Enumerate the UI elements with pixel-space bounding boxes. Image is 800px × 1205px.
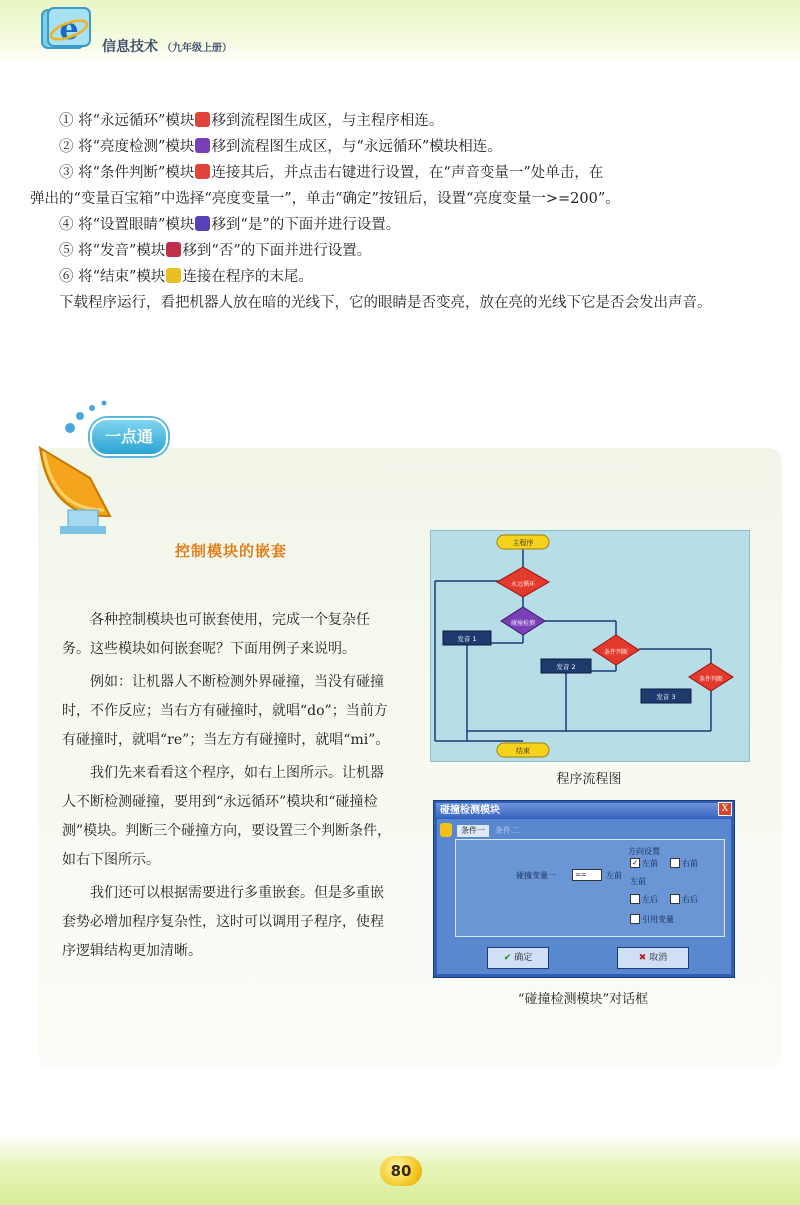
step-list bbox=[30, 108, 770, 316]
page-header bbox=[0, 0, 800, 62]
cancel-label: 取消 bbox=[649, 953, 668, 963]
forever-loop-icon bbox=[195, 112, 210, 127]
left-back-label: 左后 bbox=[642, 895, 658, 904]
cancel-button[interactable] bbox=[617, 947, 689, 969]
book-title-main: 信息技术 bbox=[102, 39, 158, 55]
ok-button[interactable] bbox=[487, 947, 549, 969]
right-front-checkbox[interactable] bbox=[670, 858, 680, 868]
loop-label: 永远循环 bbox=[510, 581, 536, 588]
end-icon bbox=[166, 268, 181, 283]
step-text: 移到“是”的下面并进行设置。 bbox=[211, 217, 401, 233]
step-6 bbox=[30, 264, 770, 290]
step-text: ① 将“永远循环”模块 bbox=[59, 113, 195, 129]
sound-node-3 bbox=[641, 689, 691, 703]
end-label: 结束 bbox=[516, 747, 530, 755]
condition-label: 条件判断 bbox=[603, 649, 629, 656]
step-text: 连接在程序的末尾。 bbox=[182, 269, 313, 285]
detect-node bbox=[501, 607, 545, 635]
left-front-label: 左前 bbox=[642, 859, 658, 868]
close-icon[interactable]: X bbox=[718, 802, 732, 816]
tab-condition-2[interactable]: 条件二 bbox=[495, 826, 519, 835]
dialog-panel bbox=[455, 839, 725, 937]
step-text: ② 将“亮度检测”模块 bbox=[59, 139, 195, 155]
step-5 bbox=[30, 238, 770, 264]
start-node bbox=[497, 535, 549, 549]
sound-node-1 bbox=[443, 631, 491, 645]
page-number: 80 bbox=[380, 1156, 422, 1186]
variable-label: 碰撞变量一 bbox=[516, 871, 556, 880]
svg-text:e: e bbox=[59, 12, 79, 47]
value-label: 左前 bbox=[606, 871, 622, 880]
step-text: 连接其后，并点击右键进行设置，在“声音变量一”处单击，在 bbox=[211, 165, 604, 181]
left-back-checkbox[interactable] bbox=[630, 894, 640, 904]
dialog-body bbox=[437, 819, 731, 974]
end-node bbox=[497, 743, 549, 757]
condition-node-1 bbox=[593, 635, 639, 665]
tab-condition-1[interactable]: 条件一 bbox=[457, 825, 489, 837]
ref-var-checkbox[interactable] bbox=[630, 914, 640, 924]
condition-node-2 bbox=[689, 663, 733, 691]
sound-label: 发音 3 bbox=[656, 693, 676, 701]
step-text: ⑥ 将“结束”模块 bbox=[59, 269, 166, 285]
sound-label: 发音 2 bbox=[556, 663, 576, 671]
ok-label: 确定 bbox=[514, 953, 533, 963]
right-back-checkbox[interactable] bbox=[670, 894, 680, 904]
direction-group-label: 方向设置 bbox=[628, 847, 660, 856]
tip-paragraph: 例如：让机器人不断检测外界碰撞，当没有碰撞时，不作反应；当右方有碰撞时，就唱“do”；当前方有碰撞时，就唱“re”；当左方有碰撞时，就唱“mi”。 bbox=[62, 674, 390, 748]
tip-body bbox=[62, 606, 392, 970]
section-title: 控制模块的嵌套 bbox=[175, 542, 288, 560]
step-text: ③ 将“条件判断”模块 bbox=[59, 165, 195, 181]
dialog-title: 碰撞检测模块 bbox=[436, 803, 732, 818]
brightness-detect-icon bbox=[195, 138, 210, 153]
flowchart-caption: 程序流程图 bbox=[556, 772, 622, 787]
flowchart-figure bbox=[430, 530, 750, 762]
dialog-app-icon bbox=[440, 823, 452, 837]
condition-label: 条件判断 bbox=[698, 676, 724, 683]
right-front-label: 右前 bbox=[682, 859, 698, 868]
detect-label: 碰撞检测 bbox=[510, 620, 536, 627]
cancel-icon: ✖ bbox=[638, 953, 647, 963]
left-front-checkbox[interactable]: ✓ bbox=[630, 858, 640, 868]
compare-select[interactable]: == bbox=[572, 869, 602, 881]
step-text: 弹出的“变量百宝箱”中选择“亮度变量一”，单击“确定”按钮后，设置“亮度变量一>=200”。 bbox=[30, 191, 620, 207]
book-title-grade: （九年级上册） bbox=[162, 43, 232, 54]
tip-paragraph: 各种控制模块也可嵌套使用，完成一个复杂任务。这些模块如何嵌套呢？下面用例子来说明。 bbox=[62, 612, 370, 657]
tip-paragraph: 我们还可以根据需要进行多重嵌套。但是多重嵌套势必增加程序复杂性，这时可以调用子程序，使程序逻辑结构更加清晰。 bbox=[62, 885, 384, 959]
download-paragraph: 下载程序运行，看把机器人放在暗的光线下，它的眼睛是否变亮，放在亮的光线下它是否会发出声音。 bbox=[59, 295, 712, 311]
step-text: 移到流程图生成区，与“永远循环”模块相连。 bbox=[211, 139, 502, 155]
step-3-continued bbox=[30, 186, 770, 212]
step-text: 移到“否”的下面并进行设置。 bbox=[182, 243, 372, 259]
tip-badge: 一点通 bbox=[90, 418, 168, 456]
check-icon: ✔ bbox=[503, 953, 512, 963]
book-title bbox=[102, 36, 232, 56]
start-label: 主程序 bbox=[512, 539, 534, 547]
step-text: ④ 将“设置眼睛”模块 bbox=[59, 217, 195, 233]
step-text: ⑤ 将“发音”模块 bbox=[59, 243, 166, 259]
ref-var-label: 引用变量 bbox=[642, 915, 674, 924]
step-4 bbox=[30, 212, 770, 238]
right-back-label: 右后 bbox=[682, 895, 698, 904]
front-label: 左前 bbox=[630, 877, 646, 886]
loop-node bbox=[497, 567, 549, 597]
collision-dialog bbox=[433, 800, 735, 978]
step-text: 移到流程图生成区，与主程序相连。 bbox=[211, 113, 444, 129]
tip-paragraph: 我们先来看看这个程序，如右上图所示。让机器人不断检测碰撞，要用到“永远循环”模块和“碰撞检测”模块。判断三个碰撞方向，要设置三个判断条件，如右下图所示。 bbox=[62, 765, 392, 868]
step-1 bbox=[30, 108, 770, 134]
sound-node-2 bbox=[541, 659, 591, 673]
step-2 bbox=[30, 134, 770, 160]
sound-label: 发音 1 bbox=[457, 635, 477, 643]
step-3 bbox=[30, 160, 770, 186]
condition-icon bbox=[195, 164, 210, 179]
dialog-caption: “碰撞检测模块”对话框 bbox=[517, 992, 649, 1007]
ie-logo-icon bbox=[40, 6, 92, 54]
sound-icon bbox=[166, 242, 181, 257]
set-eyes-icon bbox=[195, 216, 210, 231]
